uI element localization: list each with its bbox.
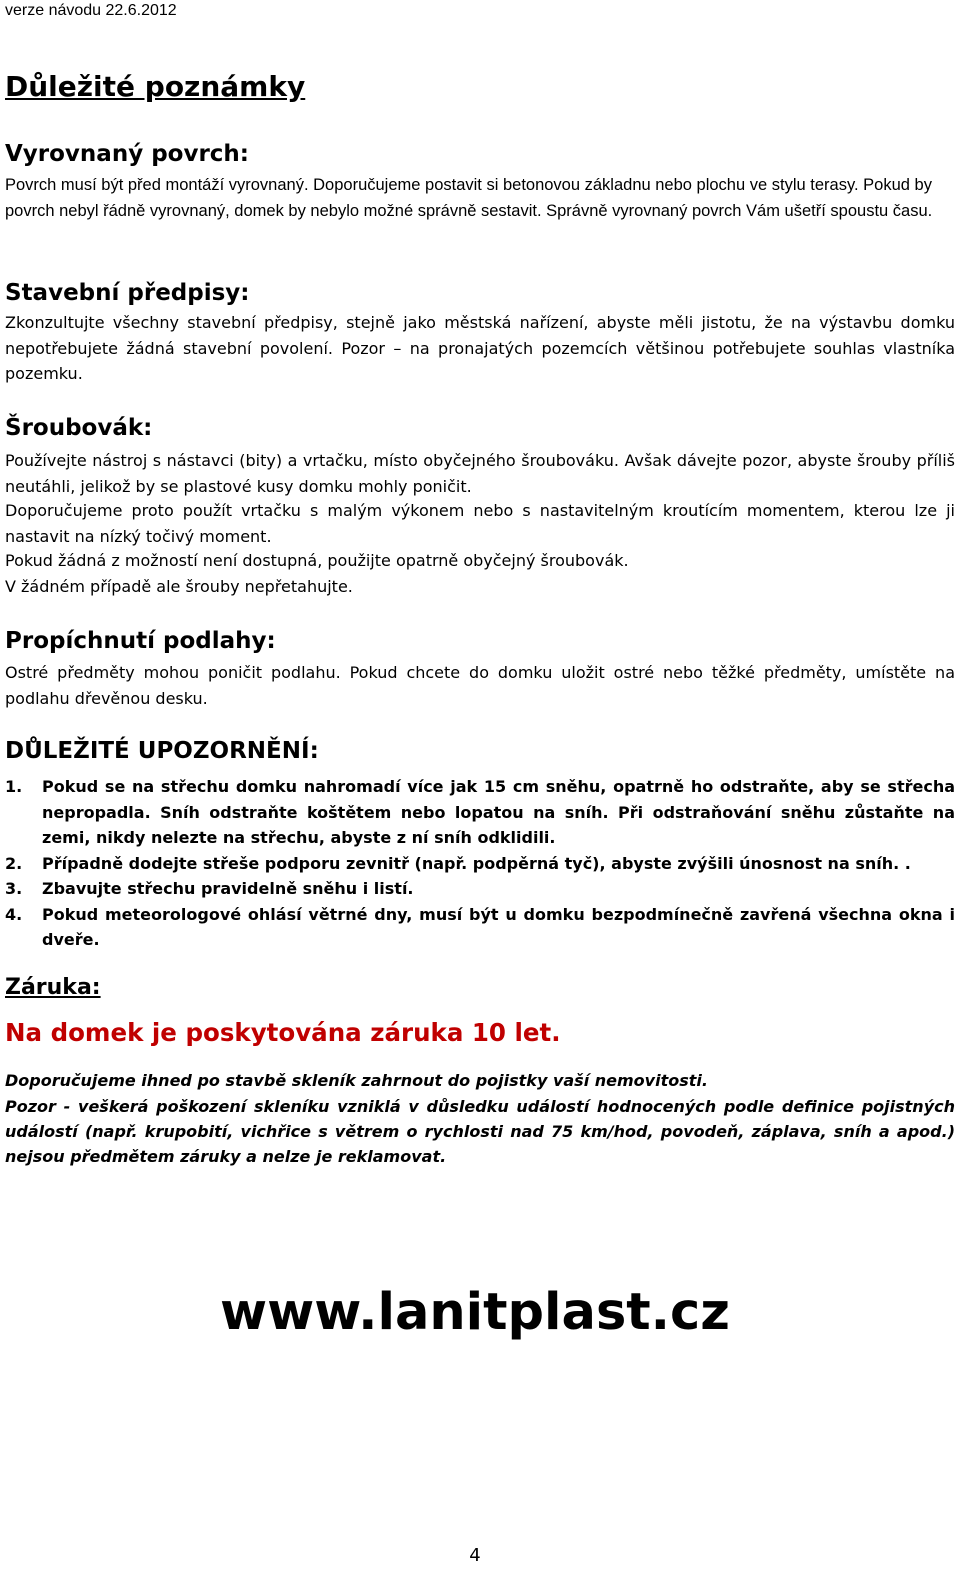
screwdriver-heading: Šroubovák: (5, 415, 153, 441)
screwdriver-text-1: Používejte nástroj s nástavci (bity) a vrtačku, místo obyčejného šroubováku. Avšak dávejte pozor, abyste šrouby příliš neutáhli, jelikož by se plastové kusy domku mohly poničit. (5, 451, 955, 496)
regulations-text: Zkonzultujte všechny stavební předpisy, stejně jako městská nařízení, abyste měli jistotu, že na výstavbu domku nepotřebujete žádná stavební povolení. Pozor – na pronajatých pozemcích většinou potřebujete souhlas vlastníka pozemku. (5, 313, 955, 383)
warning-item-text: Pokud meteorologové ohlásí větrné dny, musí být u domku bezpodmínečně zavřená všechna okna i dveře. (42, 904, 955, 949)
screwdriver-text-3: Pokud žádná z možností není dostupná, použijte opatrně obyčejný šroubovák. (5, 551, 629, 570)
floor-text: Ostré předměty mohou poničit podlahu. Pokud chcete do domku uložit ostré nebo těžké předměty, umístěte na podlahu dřevěnou desku. (5, 663, 955, 708)
warranty-highlight: Na domek je poskytována záruka 10 let. (5, 1018, 561, 1047)
warning-item-number: 4. (5, 904, 23, 924)
warning-item (5, 876, 955, 902)
screwdriver-text-4: V žádném případě ale šrouby nepřetahujte. (5, 577, 353, 596)
website-url: www.lanitplast.cz (220, 1283, 730, 1342)
warning-item-text: Zbavujte střechu pravidelně sněhu i listí. (42, 879, 414, 898)
warning-item-number: 3. (5, 879, 23, 898)
warning-item-text: Pokud se na střechu domku nahromadí více jak 15 cm sněhu, opatrně ho odstraňte, aby se střecha nepropadla. Sníh odstraňte koštětem nebo lopatou na sníh. Při odstraňování sněhu zůstaňte na zemi, nikdy nelezte na střechu, abyste z ní sníh odklidili. (42, 777, 955, 847)
surface-heading: Vyrovnaný povrch: (5, 141, 250, 167)
surface-text: Povrch musí být před montáží vyrovnaný. Doporučujeme postavit si betonovou základnu nebo plochu ve stylu terasy. Pokud by povrch nebyl řádně vyrovnaný, domek by nebylo možné správně sestavit. Správně vyrovnaný povrch Vám ušetří spoustu času. (5, 176, 933, 220)
version-label: verze návodu 22.6.2012 (5, 2, 177, 19)
warning-heading: DŮLEŽITÉ UPOZORNĚNÍ: (5, 738, 319, 764)
warranty-disclaimer: Pozor - veškerá poškození skleníku vzniklá v důsledku událostí hodnocených podle definice pojistných událostí (např. krupobití, vichřice s větrem o rychlosti nad 75 km/hod, povodeň, záplava, sníh a apod.) nejsou předmětem záruky a nelze je reklamovat. (5, 1097, 955, 1166)
warranty-heading: Záruka: (5, 975, 101, 1000)
floor-heading: Propíchnutí podlahy: (5, 628, 276, 654)
warning-item (5, 902, 955, 953)
warning-list (5, 774, 955, 953)
warning-item-number: 1. (5, 777, 23, 796)
warning-item (5, 774, 955, 851)
warning-item-text: Případně dodejte střeše podporu zevnitř (např. podpěrná tyč), abyste zvýšili únosnost na sníh. . (42, 853, 911, 873)
warning-item-number: 2. (5, 853, 23, 873)
page-number: 4 (469, 1545, 481, 1566)
insurance-recommendation: Doporučujeme ihned po stavbě skleník zahrnout do pojistky vaší nemovitosti. (5, 1071, 708, 1090)
screwdriver-text-2: Doporučujeme proto použít vrtačku s malým výkonem nebo s nastavitelným kroutícím momentem, kterou lze ji nastavit na nízký točivý moment. (5, 501, 955, 546)
page-title: Důležité poznámky (5, 70, 306, 103)
warning-item (5, 851, 955, 877)
regulations-heading: Stavební předpisy: (5, 280, 250, 306)
